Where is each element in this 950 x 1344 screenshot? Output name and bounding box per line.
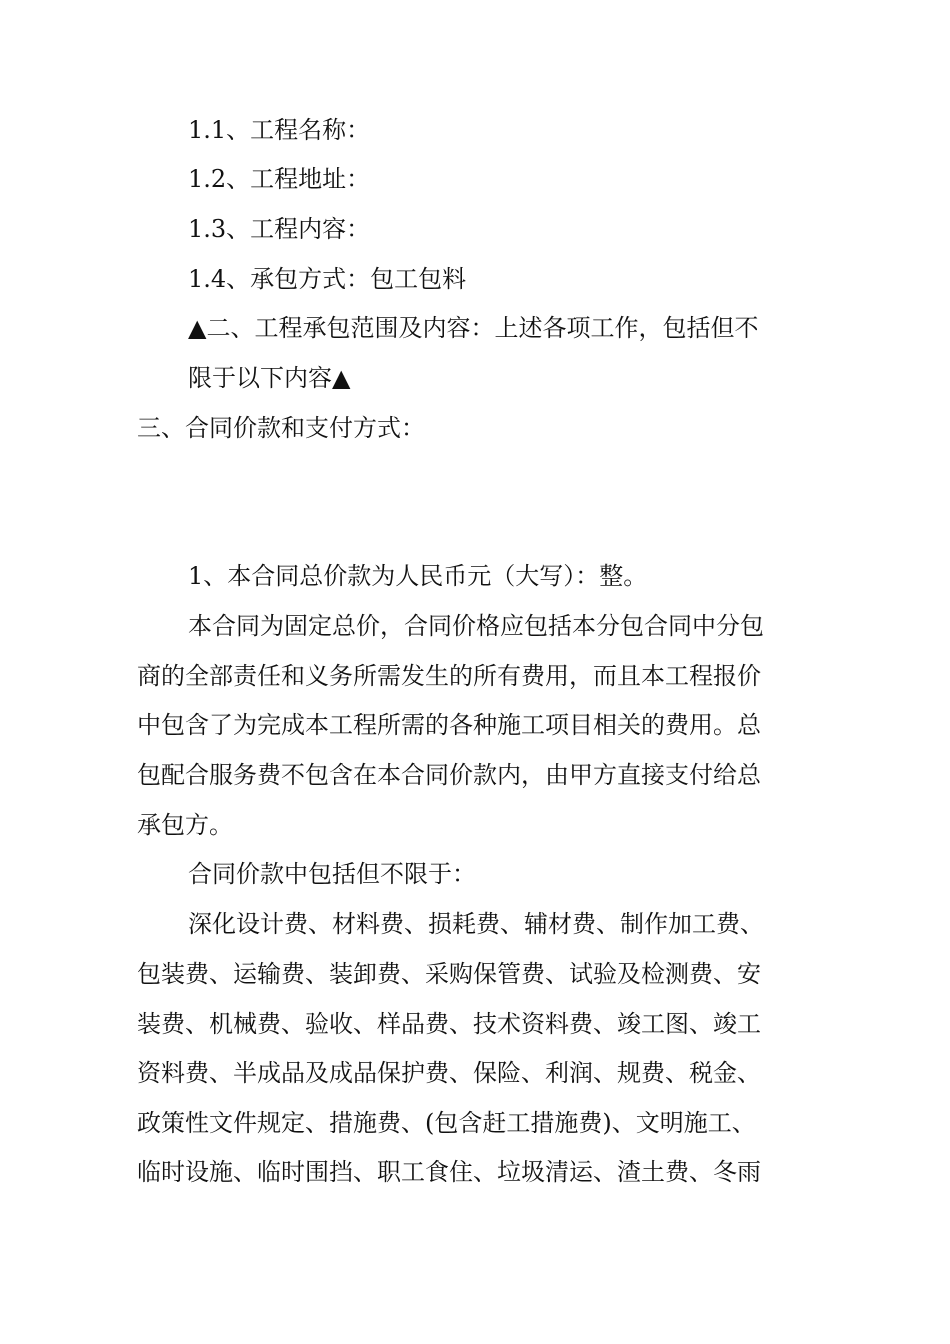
para1-line-1: 本合同为固定总价，合同价格应包括本分包合同中分包 [188, 612, 764, 640]
para2-line-4: 资料费、半成品及成品保护费、保险、利润、规费、税金、 [137, 1059, 761, 1087]
para2-line-1: 深化设计费、材料费、损耗费、辅材费、制作加工费、 [188, 910, 764, 938]
section-3-heading: 三、合同价款和支付方式： [137, 414, 425, 442]
para1-line-5: 承包方。 [137, 811, 233, 839]
item-project-name: 1.1、工程名称： [188, 116, 371, 144]
includes-intro: 合同价款中包括但不限于： [188, 860, 476, 888]
para2-line-6: 临时设施、临时围挡、职工食住、垃圾清运、渣土费、冬雨 [137, 1158, 761, 1186]
item-project-address: 1.2、工程地址： [188, 165, 371, 193]
para2-line-5: 政策性文件规定、措施费、(包含赶工措施费)、文明施工、 [137, 1109, 756, 1137]
para1-line-3: 中包含了为完成本工程所需的各种施工项目相关的费用。总 [137, 711, 761, 739]
total-price-line: 1、本合同总价款为人民币元（大写）：整。 [188, 562, 648, 590]
scope-line-1: ▲二、工程承包范围及内容：上述各项工作，包括但不 [188, 314, 759, 342]
para1-line-2: 商的全部责任和义务所需发生的所有费用，而且本工程报价 [137, 662, 761, 690]
para1-line-4: 包配合服务费不包含在本合同价款内，由甲方直接支付给总 [137, 761, 761, 789]
para2-line-2: 包装费、运输费、装卸费、采购保管费、试验及检测费、安 [137, 960, 761, 988]
scope-line-2: 限于以下内容▲ [188, 364, 351, 392]
item-contract-method: 1.4、承包方式：包工包料 [188, 265, 467, 293]
para2-line-3: 装费、机械费、验收、样品费、技术资料费、竣工图、竣工 [137, 1010, 761, 1038]
item-project-content: 1.3、工程内容： [188, 215, 371, 243]
